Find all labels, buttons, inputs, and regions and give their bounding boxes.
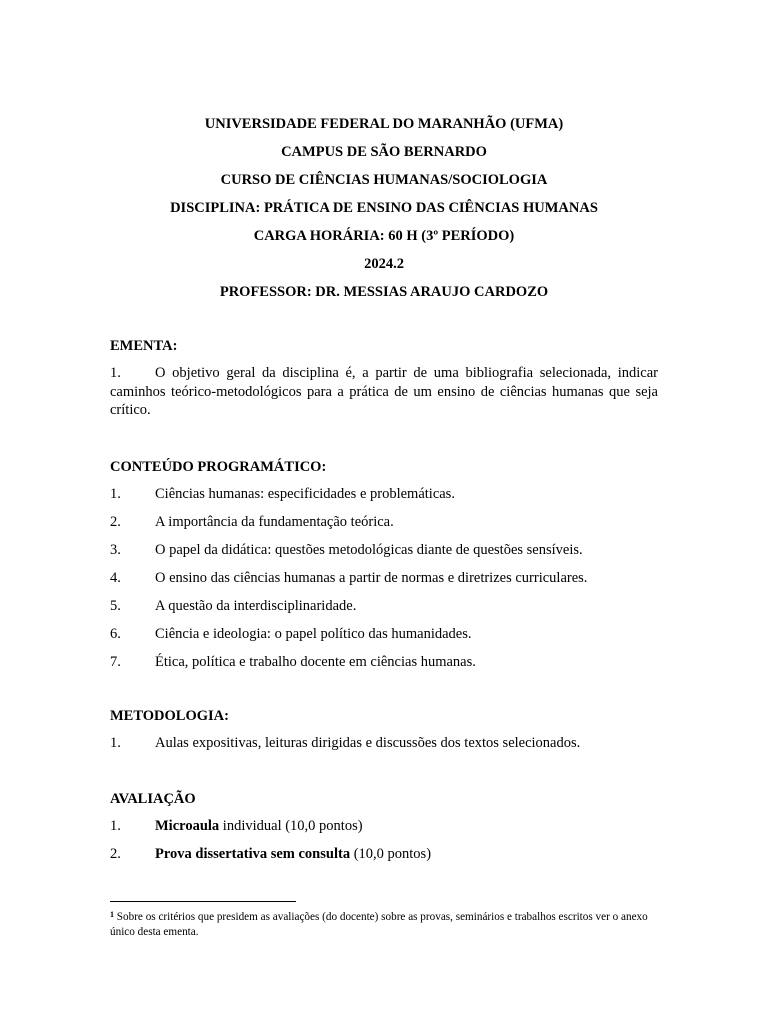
list-item-number: 1. xyxy=(110,735,121,751)
campus-name: CAMPUS DE SÃO BERNARDO xyxy=(281,144,487,160)
list-item-text xyxy=(155,817,658,835)
metodologia-section xyxy=(110,707,658,752)
footnote xyxy=(110,907,662,940)
list-item xyxy=(110,625,658,653)
list-item-text: Ética, política e trabalho docente em ciências humanas. xyxy=(155,654,476,670)
list-item-number: 6. xyxy=(110,626,121,642)
footnote-marker: 1 xyxy=(110,910,114,919)
list-item xyxy=(110,541,658,569)
list-item xyxy=(110,597,658,625)
avaliacao-section xyxy=(110,790,658,873)
list-item-number: 2. xyxy=(110,514,121,530)
discipline-name: DISCIPLINA: PRÁTICA DE ENSINO DAS CIÊNCIAS HUMANAS xyxy=(170,200,598,216)
list-item xyxy=(110,513,658,541)
ementa-section xyxy=(110,337,658,420)
conteudo-section xyxy=(110,458,658,681)
semester: 2024.2 xyxy=(364,256,404,272)
list-item-rest-text: (10,0 pontos) xyxy=(350,846,432,862)
ementa-number: 1. xyxy=(110,365,121,381)
footnote-text: Sobre os critérios que presidem as avaliações (do docente) sobre as provas, seminários e trabalhos escritos ver o anexo único desta ementa. xyxy=(110,911,648,938)
list-item-number: 5. xyxy=(110,598,121,614)
list-item xyxy=(110,845,658,873)
list-item-bold-text: Microaula xyxy=(155,818,220,834)
ementa-paragraph xyxy=(110,364,658,420)
list-item-text: A questão da interdisciplinaridade. xyxy=(155,598,357,614)
list-item-number: 1. xyxy=(110,486,121,502)
course-name: CURSO DE CIÊNCIAS HUMANAS/SOCIOLOGIA xyxy=(220,172,548,188)
list-item-bold-text: Prova dissertativa sem consulta xyxy=(155,846,351,862)
list-item-number: 1. xyxy=(110,818,121,834)
list-item xyxy=(110,569,658,597)
ementa-text: O objetivo geral da disciplina é, a partir de uma bibliografia selecionada, indicar caminhos teórico-metodológicos para a prática de um ensino de ciências humanas que seja crítico. xyxy=(110,365,658,418)
list-item xyxy=(110,653,658,681)
list-item xyxy=(110,485,658,513)
professor-name: PROFESSOR: DR. MESSIAS ARAUJO CARDOZO xyxy=(219,284,549,300)
metodologia-title: METODOLOGIA: xyxy=(110,708,229,724)
university-name: UNIVERSIDADE FEDERAL DO MARANHÃO (UFMA) xyxy=(204,116,564,132)
list-item-text: O papel da didática: questões metodológicas diante de questões sensíveis. xyxy=(155,542,583,558)
conteudo-title: CONTEÚDO PROGRAMÁTICO: xyxy=(110,459,327,475)
ementa-title: EMENTA: xyxy=(110,338,178,354)
list-item-number: 2. xyxy=(110,846,121,862)
workload: CARGA HORÁRIA: 60 H (3º PERÍODO) xyxy=(253,228,515,244)
list-item-rest-text: individual (10,0 pontos) xyxy=(219,818,363,834)
list-item-number: 3. xyxy=(110,542,121,558)
list-item-text: Ciência e ideologia: o papel político das humanidades. xyxy=(155,626,472,642)
list-item-text: O ensino das ciências humanas a partir de normas e diretrizes curriculares. xyxy=(155,570,588,586)
footnote-divider xyxy=(110,901,296,902)
list-item-text xyxy=(155,845,658,863)
list-item-number: 7. xyxy=(110,654,121,670)
list-item xyxy=(110,734,658,752)
list-item xyxy=(110,817,658,845)
list-item-number: 4. xyxy=(110,570,121,586)
list-item-text: A importância da fundamentação teórica. xyxy=(155,514,394,530)
list-item-text: Aulas expositivas, leituras dirigidas e discussões dos textos selecionados. xyxy=(155,735,581,751)
document-header xyxy=(0,112,768,308)
avaliacao-title: AVALIAÇÃO xyxy=(110,791,196,807)
list-item-text: Ciências humanas: especificidades e problemáticas. xyxy=(155,486,455,502)
